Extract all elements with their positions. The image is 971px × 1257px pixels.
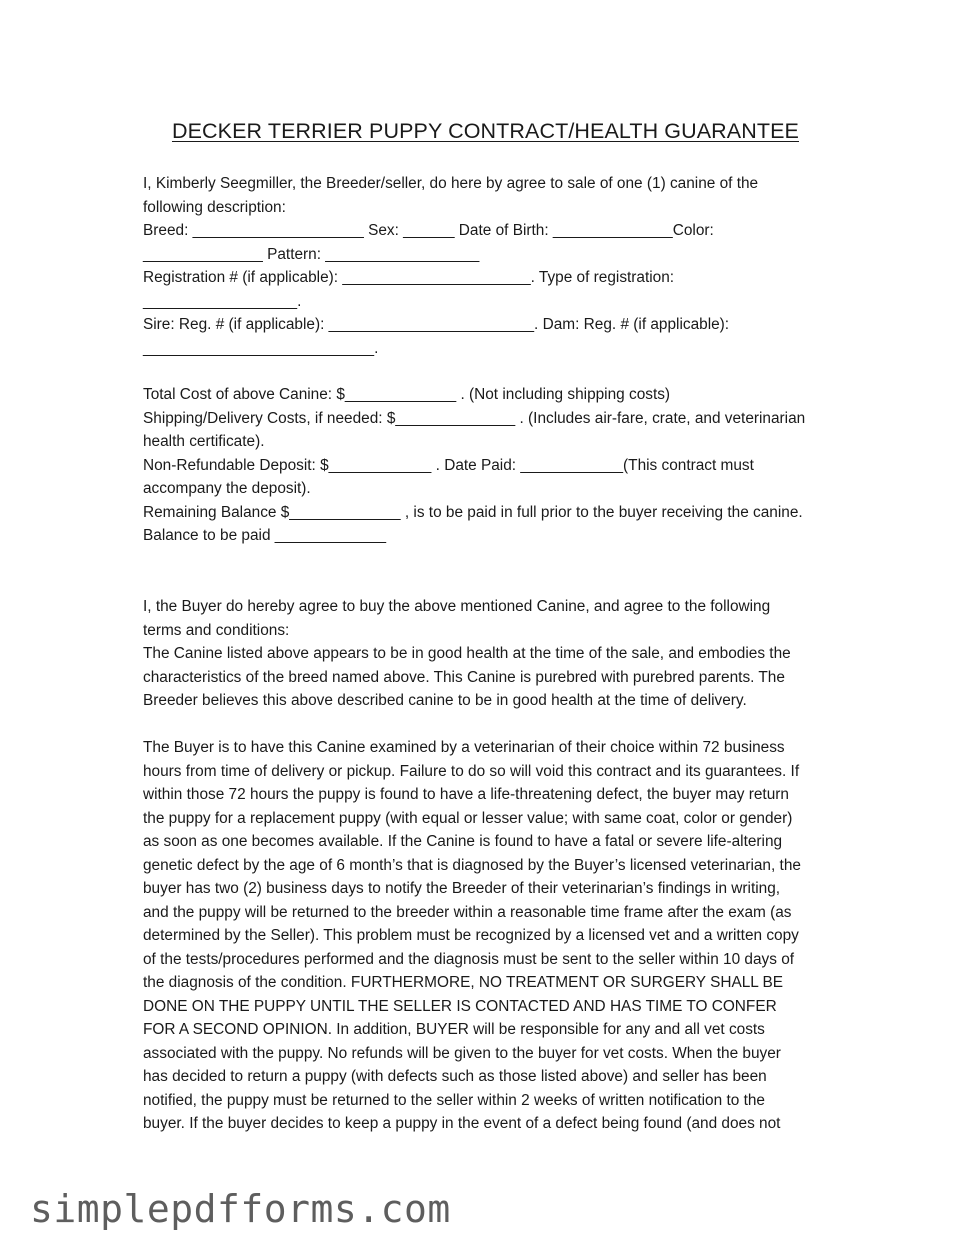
text-line: of the tests/procedures performed and the diagnosis must be sent to the seller within 10 days of [143, 950, 795, 968]
text-line: hours from time of delivery or pickup. Failure to do so will void this contract and its guarantees. If [143, 762, 800, 780]
buyer-agreement-paragraph [143, 595, 843, 713]
pattern-line: ______________ Pattern: __________________ [143, 245, 480, 263]
text-line: as soon as one becomes available. If the Canine is found to have a fatal or severe life-altering [143, 833, 783, 850]
text-line: The Buyer is to have this Canine examined by a veterinarian of their choice within 72 business [143, 739, 785, 756]
total-cost-line: Total Cost of above Canine: $_____________ . (Not including shipping costs) [143, 386, 671, 403]
text-line: within those 72 hours the puppy is found to have a life-threatening defect, the buyer may return [143, 786, 789, 803]
registration-line: Registration # (if applicable): ______________________. Type of registration: [143, 269, 675, 286]
text-line: buyer. If the buyer decides to keep a puppy in the event of a defect being found (and does not [143, 1115, 781, 1132]
text-line: FOR A SECOND OPINION. In addition, BUYER will be responsible for any and all vet costs [143, 1021, 765, 1038]
text-line: Breeder believes this above described canine to be in good health at the time of delivery. [143, 692, 747, 709]
text-line: and the puppy will be returned to the breeder within a reasonable time frame after the exam (as [143, 903, 792, 921]
shipping-cost-line: Shipping/Delivery Costs, if needed: $______________ . (Includes air-fare, crate, and veterinarian [143, 409, 806, 427]
text-line: genetic defect by the age of 6 month’s that is diagnosed by the Buyer’s licensed veterinarian, the [143, 856, 801, 874]
text-line: determined by the Seller). This problem must be recognized by a licensed vet and a written copy [143, 927, 799, 944]
text-line: DONE ON THE PUPPY UNTIL THE SELLER IS CONTACTED AND HAS TIME TO CONFER [143, 997, 777, 1015]
deposit-line: Non-Refundable Deposit: $____________ . Date Paid: ____________(This contract must [143, 456, 754, 474]
text-line: the puppy for a replacement puppy (with equal or lesser value; with same coat, color or gender) [143, 809, 793, 827]
text-line: I, the Buyer do hereby agree to buy the above mentioned Canine, and agree to the following [143, 598, 771, 615]
breed-sex-dob-color-line: Breed: ____________________ Sex: ______ Date of Birth: ______________Color: [143, 222, 714, 239]
sale-description-paragraph [143, 172, 843, 360]
text-line: associated with the puppy. No refunds will be given to the buyer for vet costs. When the buyer [143, 1044, 781, 1062]
text-line: health certificate). [143, 433, 265, 450]
balance-due-line: Balance to be paid _____________ [143, 527, 387, 544]
costs-paragraph [143, 383, 843, 548]
remaining-balance-line: Remaining Balance $_____________ , is to be paid in full prior to the buyer receiving the canine. [143, 503, 803, 521]
dam-reg-line: ___________________________. [143, 339, 379, 357]
text-line: I, Kimberly Seegmiller, the Breeder/seller, do here by agree to sale of one (1) canine of the [143, 175, 759, 192]
registration-type-line: __________________. [143, 292, 302, 310]
text-line: has decided to return a puppy (with defects such as those listed above) and seller has been [143, 1068, 767, 1085]
text-line: accompany the deposit). [143, 480, 311, 497]
text-line: the diagnosis of the condition. FURTHERMORE, NO TREATMENT OR SURGERY SHALL BE [143, 974, 784, 991]
site-watermark: simplepdfforms.com [30, 1187, 451, 1231]
text-line: notified, the puppy must be returned to the seller within 2 weeks of written notification to the [143, 1091, 765, 1109]
text-line: characteristics of the breed named above. This Canine is purebred with purebred parents. The [143, 668, 785, 686]
text-line: following description: [143, 198, 286, 216]
examination-terms-paragraph [143, 736, 843, 1136]
document-title: DECKER TERRIER PUPPY CONTRACT/HEALTH GUARANTEE [171, 119, 799, 143]
text-line: terms and conditions: [143, 621, 290, 639]
text-line: buyer has two (2) business days to notify the Breeder of their veterinarian’s findings in writing, [143, 880, 781, 897]
text-line: The Canine listed above appears to be in good health at the time of the sale, and embodies the [143, 645, 791, 662]
sire-dam-line: Sire: Reg. # (if applicable): ________________________. Dam: Reg. # (if applicable): [143, 316, 730, 333]
